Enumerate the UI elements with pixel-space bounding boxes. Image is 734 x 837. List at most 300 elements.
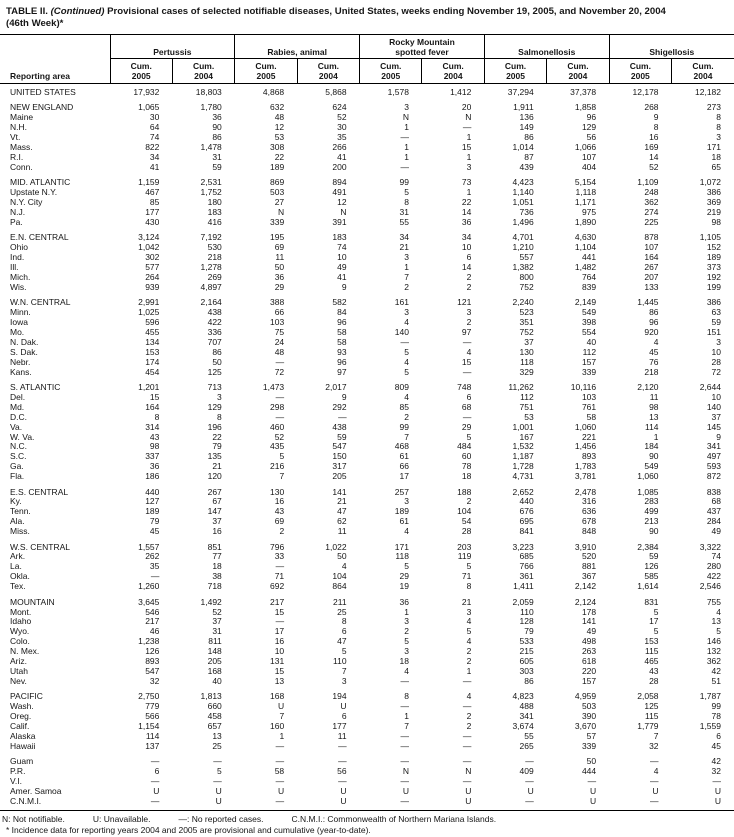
value-cell: 10	[337, 253, 347, 263]
value-cell: 20	[461, 103, 472, 113]
value-cell: 37	[212, 617, 222, 627]
value-cell: 147	[207, 507, 222, 517]
value-cell: —	[400, 337, 409, 347]
value-cell: 16	[274, 637, 285, 647]
value-cell: 79	[524, 627, 534, 637]
value-cell: 8	[716, 113, 721, 123]
value-cell: 351	[519, 318, 534, 328]
value-cell: N	[465, 767, 472, 777]
value-cell: 582	[332, 298, 347, 308]
value-cell: 131	[269, 657, 285, 667]
value-cell: 1,557	[138, 542, 160, 552]
reporting-area-cell: Oreg.	[10, 712, 32, 722]
value-cell: 85	[149, 198, 160, 208]
value-cell: 47	[337, 637, 347, 647]
reporting-area-cell: W.S. CENTRAL	[10, 542, 70, 552]
value-cell: 2	[466, 647, 472, 657]
value-cell: 2,478	[574, 487, 597, 497]
value-cell: 12,182	[695, 87, 721, 97]
value-cell: 66	[274, 308, 285, 318]
value-cell: 339	[581, 741, 597, 751]
value-cell: 13	[649, 412, 659, 422]
value-cell: 55	[524, 731, 534, 741]
value-cell: 31	[399, 207, 409, 217]
value-cell: 11	[275, 253, 285, 263]
value-cell: 878	[644, 233, 659, 243]
value-cell: 78	[461, 462, 472, 472]
value-cell: 751	[519, 402, 534, 412]
value-cell: 416	[207, 217, 222, 227]
value-cell: 45	[649, 347, 659, 357]
table-row-c-n-m-i	[0, 797, 734, 807]
value-cell: 4	[404, 357, 409, 367]
value-cell: 4	[404, 318, 409, 328]
value-cell: 292	[332, 402, 347, 412]
table-row-ark	[0, 552, 734, 562]
value-cell: 8	[466, 582, 472, 592]
table-row-wash	[0, 702, 734, 712]
value-cell: 215	[519, 647, 534, 657]
value-cell: 157	[581, 357, 597, 367]
table-row-ky	[0, 497, 734, 507]
value-cell: 1,210	[512, 243, 534, 253]
value-cell: 127	[145, 497, 160, 507]
reporting-area-cell: Ariz.	[10, 657, 27, 667]
value-cell: 362	[644, 198, 659, 208]
subcol-rmsf-cum-2004: Cum. 2004	[422, 59, 484, 84]
value-cell: 41	[337, 152, 347, 162]
value-cell: 881	[581, 562, 597, 572]
reporting-area-cell: Ohio	[10, 243, 28, 253]
value-cell: 1,890	[574, 217, 597, 227]
value-cell: 126	[145, 647, 160, 657]
value-cell: 59	[711, 318, 721, 328]
value-cell: 6	[466, 253, 472, 263]
value-cell: 171	[394, 542, 409, 552]
value-cell: 4	[653, 767, 659, 777]
value-cell: 800	[519, 272, 534, 282]
value-cell: 1,238	[138, 637, 160, 647]
table-row-ind	[0, 253, 734, 263]
value-cell: 838	[706, 487, 721, 497]
value-cell: N	[465, 113, 472, 123]
reporting-area-cell: UNITED STATES	[10, 87, 76, 97]
value-cell: 1,159	[138, 178, 160, 188]
reporting-area-cell: Wyo.	[10, 627, 30, 637]
value-cell: 42	[711, 757, 721, 767]
value-cell: 37	[524, 337, 534, 347]
value-cell: 61	[399, 517, 409, 527]
value-cell: 1,412	[450, 87, 472, 97]
value-cell: 1,260	[138, 582, 160, 592]
value-cell: 1,728	[512, 462, 534, 472]
reporting-area-cell: Mich.	[10, 272, 31, 282]
value-cell: 707	[207, 337, 222, 347]
value-cell: 9	[341, 392, 347, 402]
reporting-area-cell: Mo.	[10, 327, 25, 337]
table-row-amer-samoa	[0, 787, 734, 797]
col-group-shigellosis	[609, 35, 734, 59]
value-cell: U	[465, 796, 472, 806]
value-cell: —	[525, 757, 534, 767]
value-cell: 10,116	[570, 382, 597, 392]
table-title-week: (46th Week)*	[6, 18, 64, 29]
reporting-area-cell: Maine	[10, 113, 34, 123]
table-row-miss	[0, 527, 734, 537]
value-cell: 96	[649, 318, 659, 328]
value-cell: 3,322	[699, 542, 721, 552]
reporting-area-cell: MID. ATLANTIC	[10, 178, 71, 188]
value-cell: 1,492	[200, 597, 222, 607]
value-cell: 57	[586, 731, 597, 741]
value-cell: U	[340, 796, 347, 806]
table-row-n-mex	[0, 647, 734, 657]
value-cell: 48	[274, 347, 285, 357]
value-cell: 69	[274, 517, 285, 527]
value-cell: 119	[457, 552, 472, 562]
value-cell: 314	[145, 422, 160, 432]
value-cell: 69	[274, 243, 285, 253]
value-cell: 40	[586, 337, 597, 347]
value-cell: 78	[711, 712, 721, 722]
value-cell: 2	[466, 657, 472, 667]
table-row-mich	[0, 273, 734, 283]
value-cell: 87	[524, 152, 534, 162]
value-cell: 153	[644, 637, 659, 647]
value-cell: 50	[586, 757, 597, 767]
value-cell: —	[338, 777, 347, 786]
value-cell: 148	[207, 647, 222, 657]
value-cell: 2,991	[138, 298, 160, 308]
col-group-pertussis	[110, 35, 235, 59]
reporting-area-cell: N. Dak.	[10, 337, 39, 347]
value-cell: 1,109	[637, 178, 659, 188]
col-group-rabies-animal	[235, 35, 360, 59]
reporting-area-cell: Del.	[10, 392, 26, 402]
value-cell: 1	[404, 143, 409, 153]
value-cell: 11	[649, 392, 659, 402]
value-cell: 388	[269, 298, 285, 308]
value-cell: 636	[581, 507, 597, 517]
value-cell: —	[338, 741, 347, 751]
reporting-area-cell: S.C.	[10, 452, 27, 462]
value-cell: 596	[145, 318, 160, 328]
value-cell: 6	[154, 767, 160, 777]
value-cell: 4,823	[512, 692, 534, 702]
reporting-area-cell: Ky.	[10, 497, 22, 507]
value-cell: 1	[404, 263, 409, 272]
value-cell: 1	[466, 188, 472, 198]
value-cell: 4,731	[512, 472, 534, 482]
value-cell: 73	[461, 178, 472, 188]
reporting-area-cell: Mass.	[10, 143, 33, 153]
value-cell: 8	[404, 692, 409, 702]
value-cell: N	[402, 767, 409, 777]
value-cell: 1,787	[699, 692, 721, 702]
table-row-tenn	[0, 507, 734, 517]
value-cell: 149	[519, 123, 534, 133]
value-cell: 766	[519, 562, 534, 572]
value-cell: 188	[457, 487, 472, 497]
reporting-area-cell: V.I.	[10, 777, 22, 786]
value-cell: 12	[274, 123, 285, 133]
value-cell: 13	[274, 676, 285, 686]
value-cell: 2,652	[512, 487, 534, 497]
table-title-label: TABLE II.	[6, 6, 51, 17]
value-cell: 5	[466, 562, 472, 572]
value-cell: 11	[337, 527, 347, 537]
value-cell: 169	[644, 143, 659, 153]
value-cell: 5	[404, 188, 409, 198]
value-cell: 339	[581, 367, 597, 377]
value-cell: 58	[586, 412, 597, 422]
value-cell: 796	[269, 542, 285, 552]
value-cell: 220	[581, 666, 597, 676]
value-cell: 110	[333, 657, 347, 667]
value-cell: —	[462, 757, 472, 767]
value-cell: 2,059	[512, 597, 534, 607]
value-cell: 893	[145, 657, 160, 667]
value-cell: 184	[644, 442, 659, 452]
value-cell: 5	[404, 367, 409, 377]
value-cell: 22	[212, 432, 222, 442]
value-cell: 460	[269, 422, 285, 432]
value-cell: 30	[337, 123, 347, 133]
value-cell: 10	[711, 392, 721, 402]
value-cell: 141	[581, 617, 597, 627]
value-cell: 5,154	[574, 178, 597, 188]
value-cell: 118	[520, 357, 534, 367]
value-cell: 86	[212, 347, 222, 357]
value-cell: 153	[145, 347, 160, 357]
value-cell: 136	[519, 113, 534, 123]
footnotes	[0, 810, 734, 836]
value-cell: 77	[212, 552, 222, 562]
table-row-mid-atlantic	[0, 178, 734, 188]
value-cell: 174	[145, 357, 160, 367]
value-cell: 9	[716, 432, 721, 442]
reporting-area-cell: La.	[10, 562, 22, 572]
value-cell: 2,644	[699, 382, 721, 392]
value-cell: 2,546	[699, 582, 721, 592]
value-cell: 13	[711, 617, 721, 627]
value-cell: 455	[145, 327, 160, 337]
value-cell: 268	[644, 103, 659, 113]
col-group-label: Salmonellosis	[518, 47, 576, 57]
reporting-area-cell: Ark.	[10, 552, 26, 562]
value-cell: 137	[145, 741, 160, 751]
value-cell: 43	[274, 507, 285, 517]
value-cell: 811	[208, 637, 222, 647]
value-cell: 129	[581, 123, 597, 133]
table-row-n-h	[0, 123, 734, 133]
value-cell: —	[462, 777, 472, 786]
value-cell: 554	[581, 327, 597, 337]
value-cell: 59	[337, 432, 347, 442]
value-cell: 132	[706, 647, 721, 657]
value-cell: 112	[582, 347, 597, 357]
reporting-area-cell: R.I.	[10, 152, 24, 162]
value-cell: 618	[581, 657, 597, 667]
value-cell: 263	[581, 647, 597, 657]
value-cell: 491	[332, 188, 347, 198]
value-cell: 5	[404, 637, 409, 647]
value-cell: 1,473	[262, 382, 285, 392]
value-cell: 37,294	[507, 87, 534, 97]
value-cell: 1,104	[574, 243, 597, 253]
value-cell: 8	[154, 412, 160, 422]
value-cell: 37	[212, 517, 222, 527]
value-cell: 195	[269, 233, 285, 243]
value-cell: 160	[269, 721, 285, 731]
value-cell: 90	[649, 452, 659, 462]
value-cell: 64	[149, 123, 160, 133]
value-cell: 74	[149, 133, 160, 143]
value-cell: 146	[706, 637, 721, 647]
table-row-md	[0, 403, 734, 413]
value-cell: 4	[404, 666, 409, 676]
value-cell: 50	[212, 357, 222, 367]
value-cell: 75	[274, 327, 285, 337]
value-cell: 1,001	[512, 422, 534, 432]
value-cell: 585	[644, 572, 659, 582]
value-cell: —	[275, 412, 285, 422]
value-cell: 112	[520, 392, 534, 402]
value-cell: 439	[519, 162, 534, 172]
value-cell: 118	[395, 552, 409, 562]
value-cell: 86	[212, 133, 222, 143]
value-cell: 18	[461, 472, 472, 482]
table-row-mountain	[0, 598, 734, 608]
table-row-w-n-central	[0, 298, 734, 308]
value-cell: 135	[207, 452, 222, 462]
table-row-ohio	[0, 243, 734, 253]
value-cell: 86	[524, 133, 534, 143]
value-cell: 7	[279, 472, 285, 482]
value-cell: 218	[207, 253, 222, 263]
value-cell: 566	[145, 712, 160, 722]
value-cell: 678	[581, 517, 597, 527]
value-cell: 217	[269, 597, 285, 607]
value-cell: —	[400, 731, 409, 741]
reporting-area-cell: Vt.	[10, 133, 21, 143]
value-cell: 86	[649, 308, 659, 318]
reporting-area-cell: N.H.	[10, 123, 27, 133]
value-cell: 38	[212, 572, 222, 582]
value-cell: 7	[653, 731, 659, 741]
value-cell: —	[213, 777, 222, 786]
value-cell: —	[400, 757, 409, 767]
value-cell: 2	[466, 272, 472, 282]
value-cell: 1,482	[574, 263, 597, 272]
value-cell: —	[275, 741, 285, 751]
value-cell: 438	[332, 422, 347, 432]
value-cell: 1,025	[138, 308, 160, 318]
value-cell: 488	[519, 702, 534, 712]
value-cell: 59	[649, 552, 659, 562]
reporting-area-cell: E.S. CENTRAL	[10, 487, 69, 497]
value-cell: 1,201	[138, 382, 160, 392]
value-cell: 37	[711, 412, 721, 422]
table-row-nev	[0, 677, 734, 687]
value-cell: 435	[269, 442, 285, 452]
value-cell: 8	[404, 198, 409, 208]
value-cell: —	[275, 796, 285, 806]
value-cell: 67	[212, 497, 222, 507]
value-cell: 3	[404, 497, 409, 507]
value-cell: 5	[466, 432, 472, 442]
value-cell: —	[338, 412, 347, 422]
subcol-pertussis-cum-2004: Cum. 2004	[172, 59, 234, 84]
value-cell: 167	[519, 432, 534, 442]
value-cell: U	[340, 702, 347, 712]
value-cell: 437	[706, 507, 721, 517]
value-cell: —	[712, 777, 721, 786]
value-cell: 1,578	[387, 87, 409, 97]
value-cell: 1,382	[512, 263, 534, 272]
value-cell: 266	[332, 143, 347, 153]
value-cell: 2	[404, 282, 409, 292]
value-cell: —	[400, 702, 409, 712]
value-cell: 1,752	[200, 188, 222, 198]
value-cell: 66	[399, 462, 409, 472]
value-cell: —	[275, 757, 285, 767]
value-cell: 779	[145, 702, 160, 712]
value-cell: 605	[519, 657, 534, 667]
value-cell: 283	[644, 497, 659, 507]
value-cell: 34	[399, 233, 409, 243]
value-cell: 1,140	[512, 188, 534, 198]
value-cell: 1,813	[200, 692, 222, 702]
value-cell: 267	[644, 263, 659, 272]
value-cell: 68	[711, 497, 721, 507]
table-row-e-s-central	[0, 488, 734, 498]
value-cell: 207	[644, 272, 659, 282]
value-cell: 68	[461, 402, 472, 412]
value-cell: 5	[466, 627, 472, 637]
value-cell: 60	[461, 452, 472, 462]
subheader-row	[0, 59, 734, 84]
value-cell: N	[278, 207, 285, 217]
value-cell: —	[462, 367, 472, 377]
value-cell: 141	[332, 487, 347, 497]
table-row-n-c	[0, 442, 734, 452]
reporting-area-cell: Upstate N.Y.	[10, 188, 58, 198]
value-cell: —	[462, 123, 472, 133]
value-cell: 96	[337, 318, 347, 328]
table-row-ga	[0, 462, 734, 472]
value-cell: 21	[337, 497, 347, 507]
table-row-p-r	[0, 767, 734, 777]
value-cell: 205	[207, 657, 222, 667]
value-cell: 1,171	[574, 198, 597, 208]
value-cell: U	[153, 786, 160, 796]
value-cell: 2,124	[574, 597, 597, 607]
value-cell: 736	[519, 207, 534, 217]
value-cell: 130	[519, 347, 534, 357]
table-row-tex	[0, 582, 734, 592]
value-cell: 15	[274, 666, 285, 676]
value-cell: 4,897	[200, 282, 222, 292]
reporting-area-cell: PACIFIC	[10, 692, 43, 702]
value-cell: 218	[644, 367, 659, 377]
value-cell: 152	[706, 243, 721, 253]
table-row-colo	[0, 637, 734, 647]
value-cell: U	[278, 702, 285, 712]
value-cell: 9	[653, 113, 659, 123]
value-cell: 484	[457, 442, 472, 452]
value-cell: 341	[519, 712, 534, 722]
